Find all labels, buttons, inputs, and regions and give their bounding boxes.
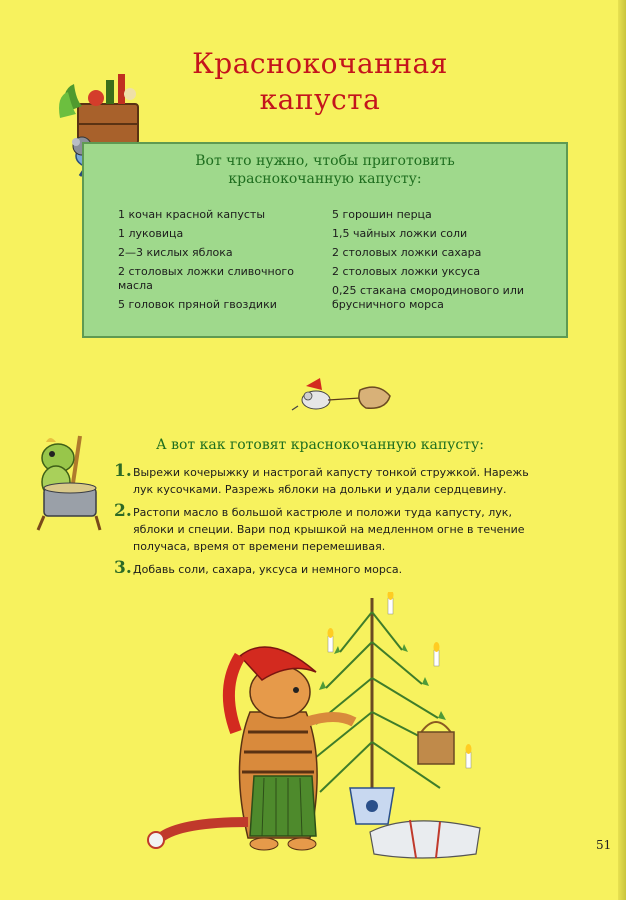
page-edge [618, 0, 626, 900]
ingredients-right-column [332, 208, 552, 317]
step-item [114, 461, 534, 498]
ingredient-item: 5 головок пряной гвоздики [118, 298, 277, 311]
cat-christmas-tree-illustration [140, 592, 500, 888]
recipe-title [150, 46, 490, 118]
recipe-title-line2: капуста [259, 83, 381, 116]
step-number: 1. [114, 461, 132, 481]
ingredients-heading [84, 152, 566, 188]
ingredient-item: 0,25 стакана смородинового или брусничного морса [332, 284, 525, 311]
cooking-creature-illustration [24, 432, 104, 532]
step-number: 3. [114, 558, 132, 578]
recipe-title-line1: Краснокочанная [192, 47, 448, 80]
ingredients-heading-line2: краснокочанную капусту: [228, 171, 422, 187]
ingredients-left-column [118, 208, 308, 317]
ingredient-item: 2 столовых ложки уксуса [332, 265, 481, 278]
step-item [114, 558, 534, 578]
ingredients-box [82, 142, 568, 338]
steps-heading: А вот как готовят краснокочанную капусту: [156, 437, 484, 453]
page-number: 51 [596, 838, 612, 852]
ingredient-item: 1,5 чайных ложки соли [332, 227, 468, 240]
ingredients-heading-line1: Вот что нужно, чтобы приготовить [195, 153, 455, 169]
step-text: Вырежи кочерыжку и настрогай капусту тонкой стружкой. Нарежь лук кусочками. Разрежь яблоки на дольки и удали сердцевину. [133, 466, 529, 496]
ingredient-item: 2 столовых ложки сахара [332, 246, 482, 259]
step-item [114, 501, 534, 555]
step-text: Растопи масло в большой кастрюле и положи туда капусту, лук, яблоки и специи. Вари под крышкой на медленном огне в течение получаса, время от времени перемешивая. [133, 506, 525, 553]
mouse-with-sack-illustration [290, 376, 394, 416]
ingredient-item: 2 столовых ложки сливочного масла [118, 265, 294, 292]
ingredient-item: 2—3 кислых яблока [118, 246, 233, 259]
ingredient-item: 1 кочан красной капусты [118, 208, 266, 221]
step-text: Добавь соли, сахара, уксуса и немного морса. [133, 563, 403, 576]
ingredient-item: 5 горошин перца [332, 208, 432, 221]
step-number: 2. [114, 501, 132, 521]
steps-list [114, 461, 534, 584]
ingredient-item: 1 луковица [118, 227, 184, 240]
